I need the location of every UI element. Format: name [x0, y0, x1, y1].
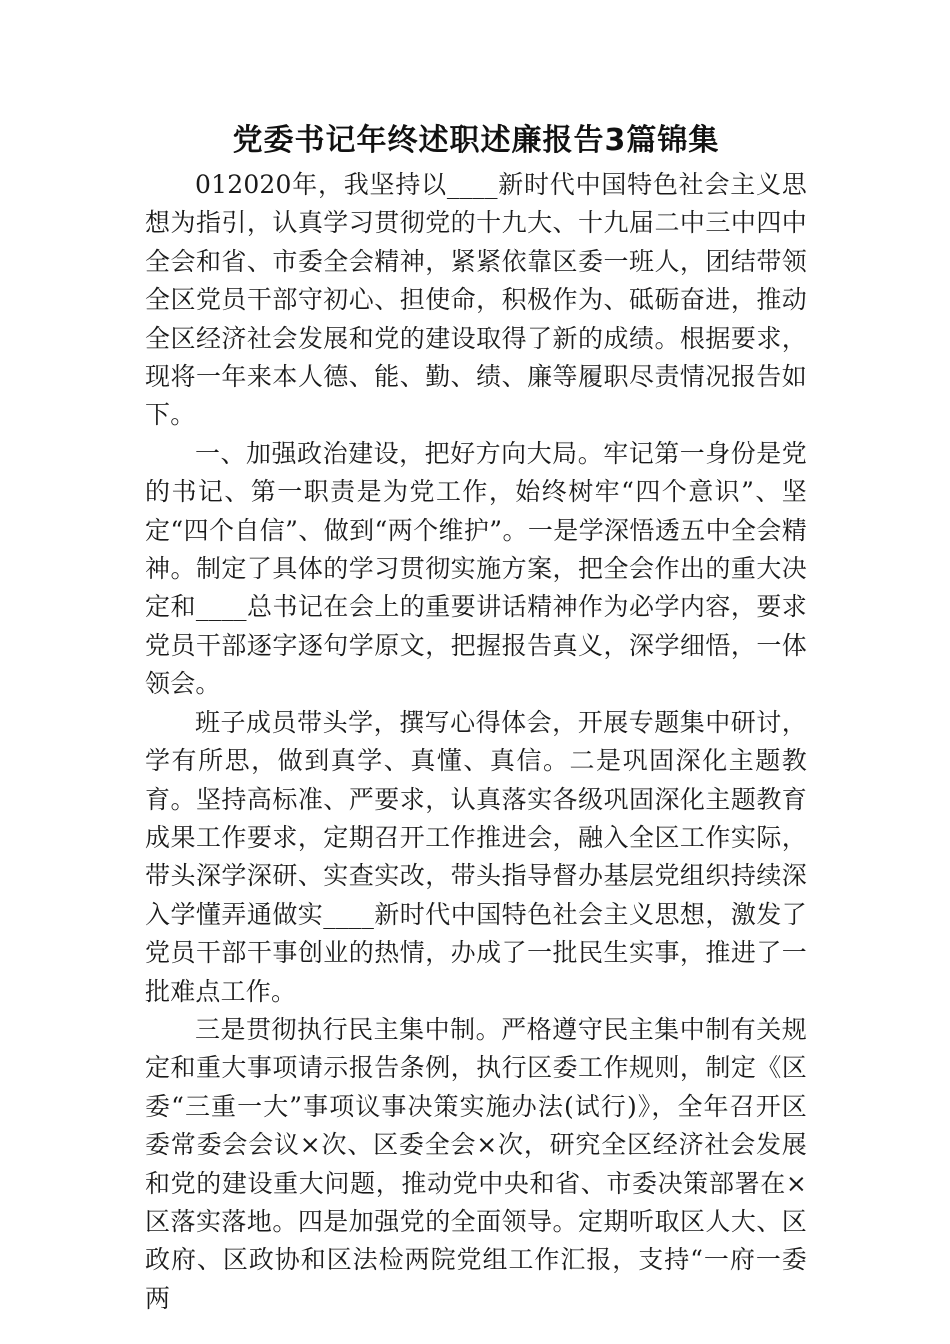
paragraph-study-education: 班子成员带头学，撰写心得体会，开展专题集中研讨，学有所思，做到真学、真懂、真信。二是巩固深化主题教育。坚持高标准、严要求，认真落实各级巩固深化主题教育成果工作要求，定期召开工作推进会，融入全区工作实际，带头深学深研、实查实改，带头指导督办基层党组织持续深入学懂弄通做实____新时代中国特色社会主义思想，激发了党员干部干事创业的热情，办成了一批民生实事，推进了一批难点工作。	[145, 707, 807, 1006]
paragraph-intro: 012020年，我坚持以____新时代中国特色社会主义思想为指引，认真学习贯彻党的十九大、十九届二中三中四中全会和省、市委全会精神，紧紧依靠区委一班人，团结带领全区党员干部守初心、担使命，积极作为、砥砺奋进，推动全区经济社会发展和党的建设取得了新的成绩。根据要求，现将一年来本人德、能、勤、绩、廉等履职尽责情况报告如下。	[145, 170, 807, 430]
document-title: 党委书记年终述职述廉报告3篇锦集	[232, 123, 720, 158]
document-page	[145, 118, 807, 1318]
paragraph-democratic-centralism: 三是贯彻执行民主集中制。严格遵守民主集中制有关规定和重大事项请示报告条例，执行区委工作规则，制定《区委“三重一大”事项议事决策实施办法(试行)》，全年召开区委常委会会议×次、区委全会×次，研究全区经济社会发展和党的建设重大问题，推动党中央和省、市委决策部署在×区落实落地。四是加强党的全面领导。定期听取区人大、区政府、区政协和区法检两院党组工作汇报，支持“一府一委两	[145, 1014, 807, 1313]
paragraph-political-construction: 一、加强政治建设，把好方向大局。牢记第一身份是党的书记、第一职责是为党工作，始终树牢“四个意识”、坚定“四个自信”、做到“两个维护”。一是学深悟透五中全会精神。制定了具体的学习贯彻实施方案，把全会作出的重大决定和____总书记在会上的重要讲话精神作为必学内容，要求党员干部逐字逐句学原文，把握报告真义，深学细悟，一体领会。	[145, 438, 807, 699]
